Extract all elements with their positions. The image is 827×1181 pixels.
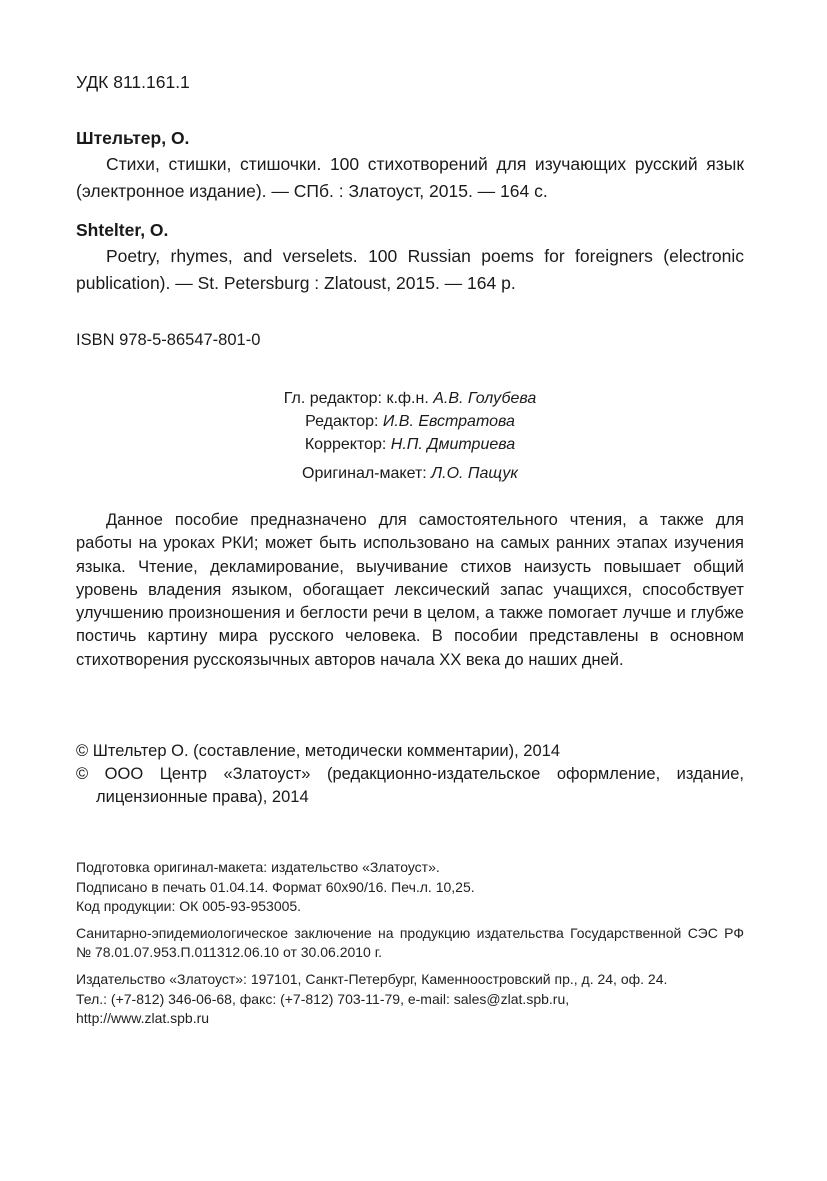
layout-name: Л.О. Пащук <box>431 465 518 482</box>
publisher-website-link[interactable]: http://www.zlat.spb.ru <box>76 1010 210 1027</box>
publisher-phone-email: Тел.: (+7-812) 346-06-68, факс: (+7-812) 703-11-79, e-mail: sales@zlat.spb.ru, <box>76 990 570 1007</box>
sanitary-certificate: Санитарно-эпидемиологическое заключение на продукцию издательства Государственной СЭС РФ № 78.01.07.953.П.011312.06.10 от 30.06.2010 г. <box>76 924 744 961</box>
abstract-text: Данное пособие предназначено для самостоятельного чтения, а также для работы на уроках РКИ; может быть использовано на самых ранних этапах изучения языка. Чтение, декламирование, выучивание стихов наизусть повышает общий уровень владения языком, обогащает лексический запас учащихся, способствует улучшению произношения и беглости речи в целом, а также помогает лучше и глубже постичь картину мира русского человека. В пособии представлены в основном стихотворения русскоязычных авторов начала XX века до наших дней. <box>76 511 744 669</box>
chief-editor-name: А.В. Голубева <box>433 390 537 407</box>
ru-bibliographic-description: Стихи, стишки, стишочки. 100 стихотворений для изучающих русский язык (электронное издание). — СПб. : Златоуст, 2015. — 164 с. <box>76 154 744 201</box>
layout-label: Оригинал-макет: <box>302 465 432 482</box>
credits <box>76 387 744 485</box>
proofreader-credit <box>76 433 744 456</box>
chief-editor-label: Гл. редактор: к.ф.н. <box>283 390 434 407</box>
proofreader-name: Н.П. Дмитриева <box>390 436 516 453</box>
layout-credit <box>76 462 744 485</box>
ru-author: Штельтер, О. <box>76 128 190 148</box>
editor-credit <box>76 410 744 433</box>
signed-to-print-line: Подписано в печать 01.04.14. Формат 60х90/16. Печ.л. 10,25. <box>76 878 475 895</box>
udk-code: УДК 811.161.1 <box>76 72 190 92</box>
en-author: Shtelter, O. <box>76 220 169 240</box>
print-info-group <box>76 858 744 917</box>
en-bibliographic-description: Poetry, rhymes, and verselets. 100 Russian poems for foreigners (electronic publication). — St. Petersburg : Zlatoust, 2015. — 164 p. <box>76 246 744 293</box>
product-code-line: Код продукции: ОК 005-93-953005. <box>76 898 302 915</box>
imprint-details <box>76 858 744 1036</box>
publisher-address: Издательство «Златоуст»: 197101, Санкт-Петербург, Каменноостровский пр., д. 24, оф. 24. <box>76 970 668 987</box>
copyright-author: © Штельтер О. (составление, методически комментарии), 2014 <box>76 742 561 760</box>
chief-editor-credit <box>76 387 744 410</box>
editor-label: Редактор: <box>305 413 383 430</box>
abstract <box>76 509 744 672</box>
proofreader-label: Корректор: <box>304 436 391 453</box>
editor-name: И.В. Евстратова <box>382 413 515 430</box>
copyright-block <box>76 740 744 809</box>
isbn: ISBN 978-5-86547-801-0 <box>76 331 261 349</box>
layout-prep-line: Подготовка оригинал-макета: издательство «Златоуст». <box>76 859 440 875</box>
copyright-publisher: © ООО Центр «Златоуст» (редакционно-издательское оформление, издание, лицензионные права), 2014 <box>76 765 744 806</box>
publisher-contacts <box>76 970 744 1029</box>
